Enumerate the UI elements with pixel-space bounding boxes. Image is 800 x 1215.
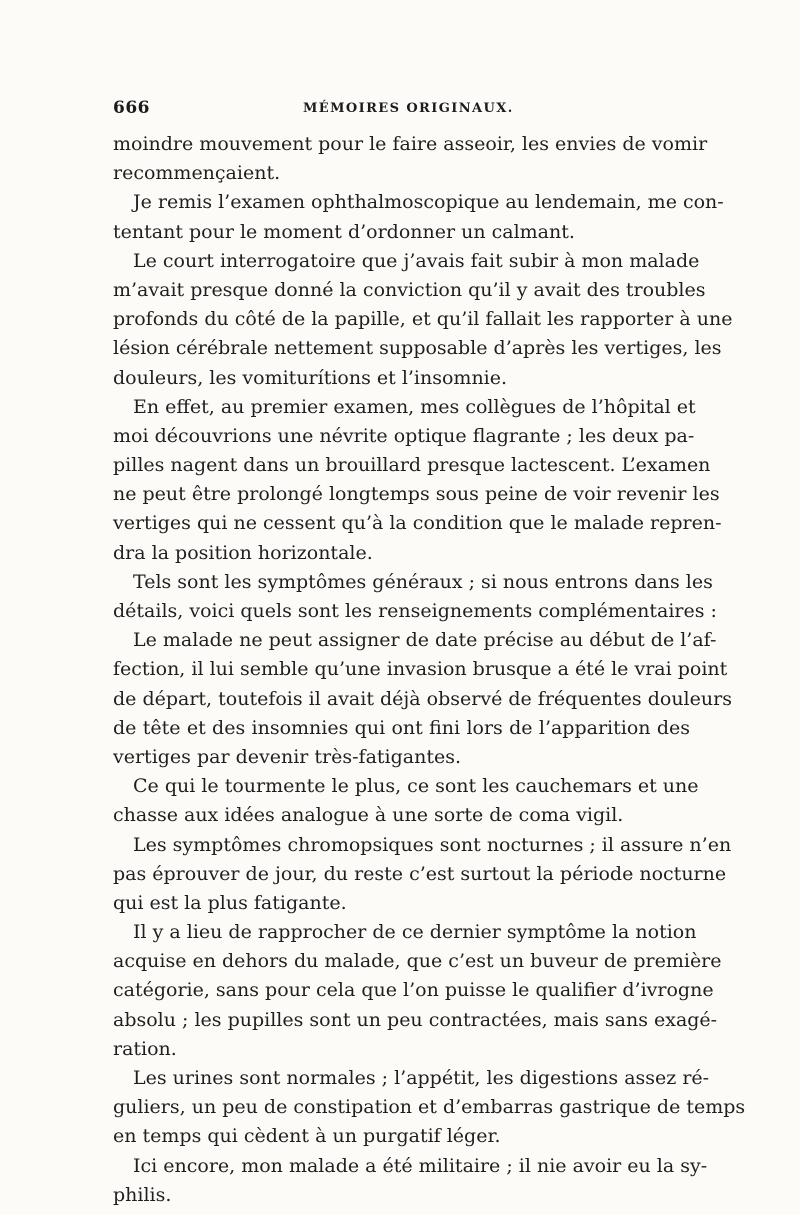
text-line: chasse aux idées analogue à une sorte de coma vigil.: [113, 804, 624, 827]
text-line: absolu ; les pupilles sont un peu contractées, mais sans exagé-: [113, 1008, 718, 1031]
text-line: guliers, un peu de constipation et d’embarras gastrique de temps: [113, 1096, 746, 1119]
text-line: moindre mouvement pour le faire asseoir, les envies de vomir: [113, 133, 708, 155]
text-line: lésion cérébrale nettement supposable d’après les vertiges, les: [113, 337, 722, 360]
text-line: dra la position horizontale.: [113, 541, 373, 564]
text-line: Ce qui le tourmente le plus, ce sont les cauchemars et une: [133, 775, 699, 798]
text-line: Il y a lieu de rapprocher de ce dernier symptôme la notion: [133, 921, 697, 944]
text-line: de départ, toutefois il avait déjà observé de fréquentes douleurs: [113, 687, 732, 710]
text-line: de tête et des insomnies qui ont fini lors de l’apparition des: [113, 716, 690, 739]
text-line: moi découvrions une névrite optique flagrante ; les deux pa-: [113, 424, 695, 447]
text-line: pilles nagent dans un brouillard presque lactescent. L’examen: [113, 454, 711, 477]
text-line: catégorie, sans pour cela que l’on puisse le qualifier d’ivrogne: [113, 979, 714, 1002]
text-line: recommençaient.: [113, 162, 281, 185]
text-line: Tels sont les symptômes généraux ; si nous entrons dans les: [133, 570, 713, 593]
text-line: pas éprouver de jour, du reste c’est surtout la période nocturne: [113, 862, 727, 885]
text-line: ration.: [113, 1037, 177, 1060]
text-line: Les symptômes chromopsiques sont nocturnes ; il assure n’en: [133, 833, 732, 856]
text-line: vertiges qui ne cessent qu’à la condition que le malade repren-: [113, 512, 722, 535]
text-line: douleurs, les vomiturítions et l’insomnie.: [113, 366, 508, 389]
text-line: Le malade ne peut assigner de date précise au début de l’af-: [133, 629, 717, 652]
text-line: Ici encore, mon malade a été militaire ; il nie avoir eu la sy-: [133, 1154, 708, 1177]
text-line: qui est la plus fatigante.: [113, 891, 347, 914]
running-title: MÉMOIRES ORIGINAUX.: [303, 101, 514, 116]
text-line: Le court interrogatoire que j’avais fait subir à mon malade: [133, 249, 700, 272]
text-line: tentant pour le moment d’ordonner un calmant.: [113, 220, 575, 243]
text-line: détails, voici quels sont les renseignements complémentaires :: [113, 600, 717, 622]
text-line: En effet, au premier examen, mes collègues de l’hôpital et: [133, 395, 696, 418]
text-line: philis.: [113, 1183, 172, 1206]
text-line: acquise en dehors du malade, que c’est un buveur de première: [113, 950, 722, 973]
text-line: ne peut être prolongé longtemps sous peine de voir revenir les: [113, 483, 720, 506]
body-text: [113, 130, 746, 1210]
text-line: profonds du côté de la papille, et qu’il fallait les rapporter à une: [113, 308, 733, 331]
text-line: fection, il lui semble qu’une invasion brusque a été le vrai point: [113, 658, 728, 681]
text-line: vertiges par devenir très-fatigantes.: [113, 745, 462, 768]
text-line: m’avait presque donné la conviction qu’il y avait des troubles: [113, 278, 706, 301]
page-number: 666: [113, 98, 150, 118]
text-line: en temps qui cèdent à un purgatif léger.: [113, 1125, 501, 1148]
page-header: [113, 98, 690, 126]
text-line: Je remis l’examen ophthalmoscopique au lendemain, me con-: [133, 191, 724, 214]
text-line: Les urines sont normales ; l’appétit, les digestions assez ré-: [133, 1067, 710, 1089]
